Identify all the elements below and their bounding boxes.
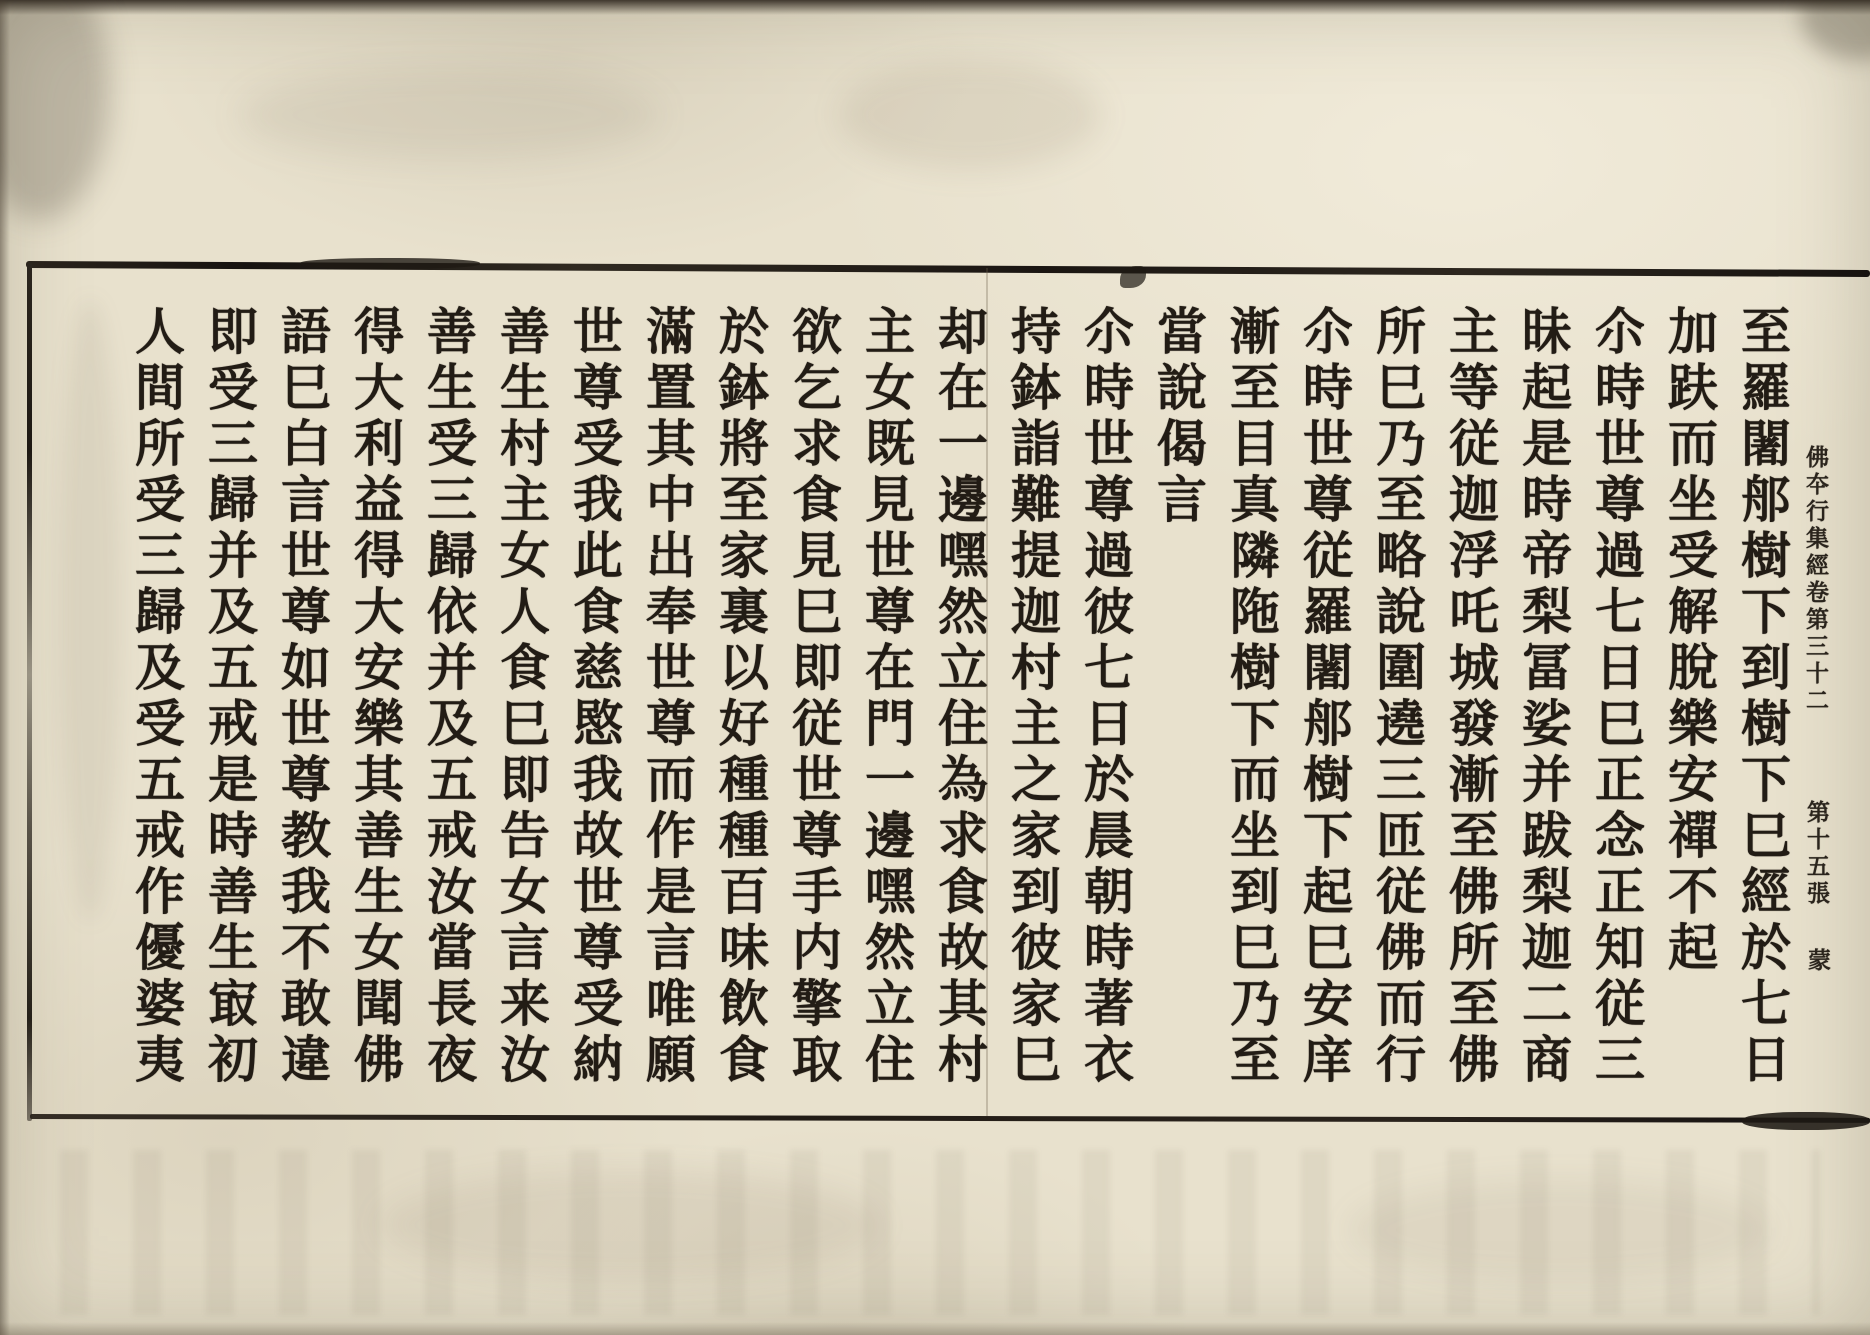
ink-smear xyxy=(1120,266,1146,288)
text-column-01: 至羅闍郍樹下到樹下巳經於七日 xyxy=(1733,305,1792,1089)
annotation-case-mark: 蒙 xyxy=(1804,948,1831,975)
paper-stain xyxy=(840,60,1100,170)
scan-edge-shadow-bottom xyxy=(0,1322,1870,1335)
text-column-12: 却在一邊嘿然立住為求食故其村 xyxy=(930,305,989,1089)
scan-edge-shadow-top xyxy=(0,0,1870,15)
text-column-07: 尒時世尊従羅闍郍樹下起巳安庠 xyxy=(1295,305,1354,1089)
text-column-08: 漸至目真隣陁樹下而坐到巳乃至 xyxy=(1222,305,1281,1089)
text-column-15: 於鉢將至家裏以好種種百味飲食 xyxy=(711,305,770,1089)
text-column-04: 昧起是時帝梨冨娑并跋梨迦二商 xyxy=(1514,305,1573,1089)
text-column-02: 加趺而坐受解脫樂安禪不起 xyxy=(1660,305,1719,977)
annotation-sheet-number: 第十五張 xyxy=(1803,800,1830,908)
text-column-13: 主女既見世尊在門一邊嘿然立住 xyxy=(857,305,916,1089)
text-column-22: 即受三歸并及五戒是時善生㝡初 xyxy=(200,305,259,1089)
frame-rule-left xyxy=(27,263,32,1121)
paper-stain xyxy=(60,300,120,920)
paper-stain xyxy=(0,0,110,220)
text-column-05: 主等従迦浮吒城發漸至佛所至佛 xyxy=(1441,305,1500,1089)
text-column-23: 人間所受三歸及受五戒作優婆夷 xyxy=(127,305,186,1089)
text-column-18: 善生村主女人食巳即告女言来汝 xyxy=(492,305,551,1089)
text-column-03: 尒時世尊過七日巳正念正知従三 xyxy=(1587,305,1646,1089)
text-column-11: 持鉢詣難提迦村主之家到彼家巳 xyxy=(1003,305,1062,1089)
ink-smear xyxy=(1742,1112,1870,1130)
text-column-16: 滿置其中出奉世尊而作是言唯願 xyxy=(638,305,697,1089)
text-column-17: 世尊受我此食慈愍我故世尊受納 xyxy=(565,305,624,1089)
annotation-volume-title: 佛夲行集經卷第三十二 xyxy=(1802,445,1829,715)
text-column-21: 語巳白言世尊如世尊教我不敢違 xyxy=(273,305,332,1089)
text-column-06: 所巳乃至略說圍遶三匝従佛而行 xyxy=(1368,305,1427,1089)
frame-rule-bottom xyxy=(30,1114,1870,1123)
scan-edge-shadow-left xyxy=(0,0,10,1335)
paper-stain xyxy=(240,70,660,160)
text-column-19: 善生受三歸依并及五戒汝當長夜 xyxy=(419,305,478,1089)
text-column-09: 當說偈言 xyxy=(1149,305,1208,529)
text-column-10: 尒時世尊過彼七日於晨朝時著衣 xyxy=(1076,305,1135,1089)
text-column-20: 得大利益得大安樂其善生女聞佛 xyxy=(346,305,405,1089)
bleed-through-text xyxy=(60,1150,1820,1315)
ink-smear xyxy=(300,258,480,269)
text-column-14: 欲乞求食見巳即従世尊手内擎取 xyxy=(784,305,843,1089)
